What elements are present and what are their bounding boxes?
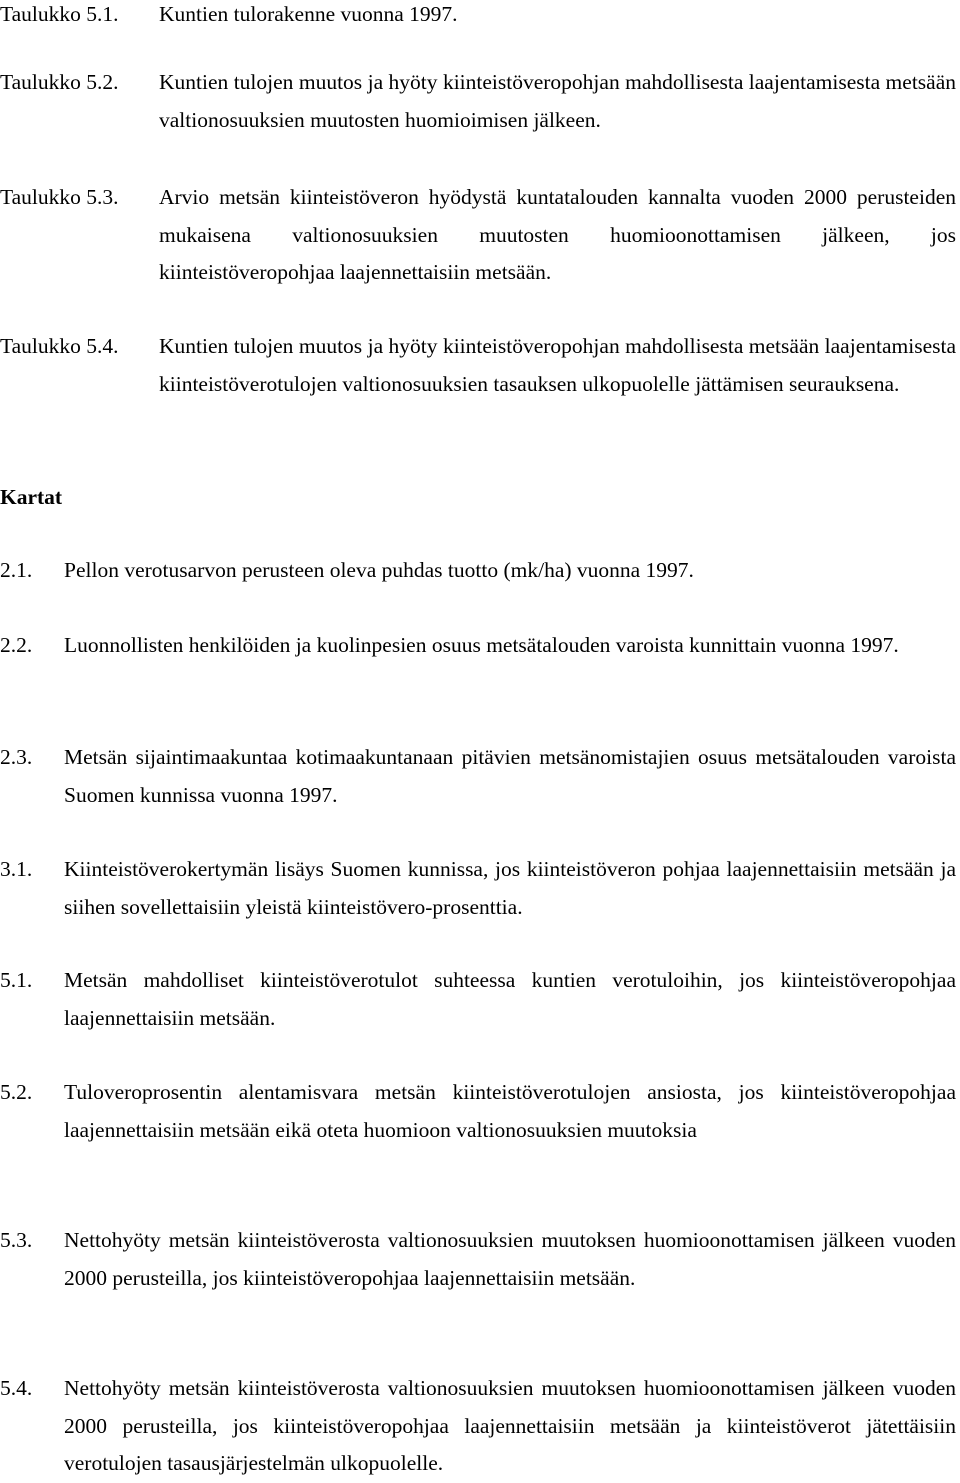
table-caption: Kuntien tulojen muutos ja hyöty kiinteistöveropohjan mahdollisesta laajentamisesta metsään valtionosuuksien muutosten huomioimisen jälkeen. <box>159 70 956 132</box>
table-entry-5-2 <box>0 64 956 139</box>
map-entry-3-1 <box>0 851 956 926</box>
table-entry-5-3 <box>0 179 956 292</box>
table-number: Taulukko 5.2. <box>0 70 119 94</box>
map-caption: Metsän mahdolliset kiinteistöverotulot suhteessa kuntien verotuloihin, jos kiinteistöveropohjaa laajennettaisiin metsään. <box>64 968 956 1030</box>
map-number: 5.4. <box>0 1376 33 1400</box>
map-number: 3.1. <box>0 857 33 881</box>
map-number: 2.2. <box>0 633 33 657</box>
map-entry-5-1 <box>0 962 956 1037</box>
maps-heading: Kartat <box>0 485 63 509</box>
table-caption: Kuntien tulojen muutos ja hyöty kiinteistöveropohjan mahdollisesta metsään laajentamisesta kiinteistöverotulojen valtionosuuksien tasauksen ulkopuolelle jättämisen seurauksena. <box>159 334 956 396</box>
table-number: Taulukko 5.1. <box>0 2 119 26</box>
map-number: 5.2. <box>0 1080 33 1104</box>
map-number: 5.3. <box>0 1228 33 1252</box>
map-caption: Metsän sijaintimaakuntaa kotimaakuntanaan pitävien metsänomistajien osuus metsätalouden varoista Suomen kunnissa vuonna 1997. <box>64 745 956 807</box>
map-caption: Luonnollisten henkilöiden ja kuolinpesien osuus metsätalouden varoista kunnittain vuonna 1997. <box>64 633 899 657</box>
table-caption: Kuntien tulorakenne vuonna 1997. <box>159 2 458 26</box>
map-entry-2-2 <box>0 627 956 665</box>
table-entry-5-4 <box>0 328 956 403</box>
map-entry-2-1 <box>0 552 956 590</box>
map-entry-5-2 <box>0 1074 956 1149</box>
map-caption: Kiinteistöverokertymän lisäys Suomen kunnissa, jos kiinteistöveron pohjaa laajennettaisiin metsään ja siihen sovellettaisiin yleistä kiinteistövero-prosenttia. <box>64 857 956 919</box>
map-number: 2.3. <box>0 745 33 769</box>
map-entry-5-4 <box>0 1370 956 1483</box>
map-number: 2.1. <box>0 558 33 582</box>
map-entry-2-3 <box>0 739 956 814</box>
map-entry-5-3 <box>0 1222 956 1297</box>
table-entry-5-1 <box>0 0 956 34</box>
map-caption: Tuloveroprosentin alentamisvara metsän kiinteistöverotulojen ansiosta, jos kiinteistöveropohjaa laajennettaisiin metsään eikä oteta huomioon valtionosuuksien muutoksia <box>64 1080 956 1142</box>
map-caption: Pellon verotusarvon perusteen oleva puhdas tuotto (mk/ha) vuonna 1997. <box>64 558 694 582</box>
map-caption: Nettohyöty metsän kiinteistöverosta valtionosuuksien muutoksen huomioonottamisen jälkeen vuoden 2000 perusteilla, jos kiinteistöveropohjaa laajennettaisiin metsään. <box>64 1228 956 1290</box>
table-number: Taulukko 5.3. <box>0 185 119 209</box>
table-number: Taulukko 5.4. <box>0 334 119 358</box>
map-caption: Nettohyöty metsän kiinteistöverosta valtionosuuksien muutoksen huomioonottamisen jälkeen vuoden 2000 perusteilla, jos kiinteistöveropohjaa laajennettaisiin metsään ja kiinteistöverot jätettäisiin verotulojen tasausjärjestelmän ulkopuolelle. <box>64 1376 956 1475</box>
table-caption: Arvio metsän kiinteistöveron hyödystä kuntatalouden kannalta vuoden 2000 perusteiden mukaisena valtionosuuksien muutosten huomioonottamisen jälkeen, jos kiinteistöveropohjaa laajennettaisiin metsään. <box>159 185 956 284</box>
map-number: 5.1. <box>0 968 33 992</box>
